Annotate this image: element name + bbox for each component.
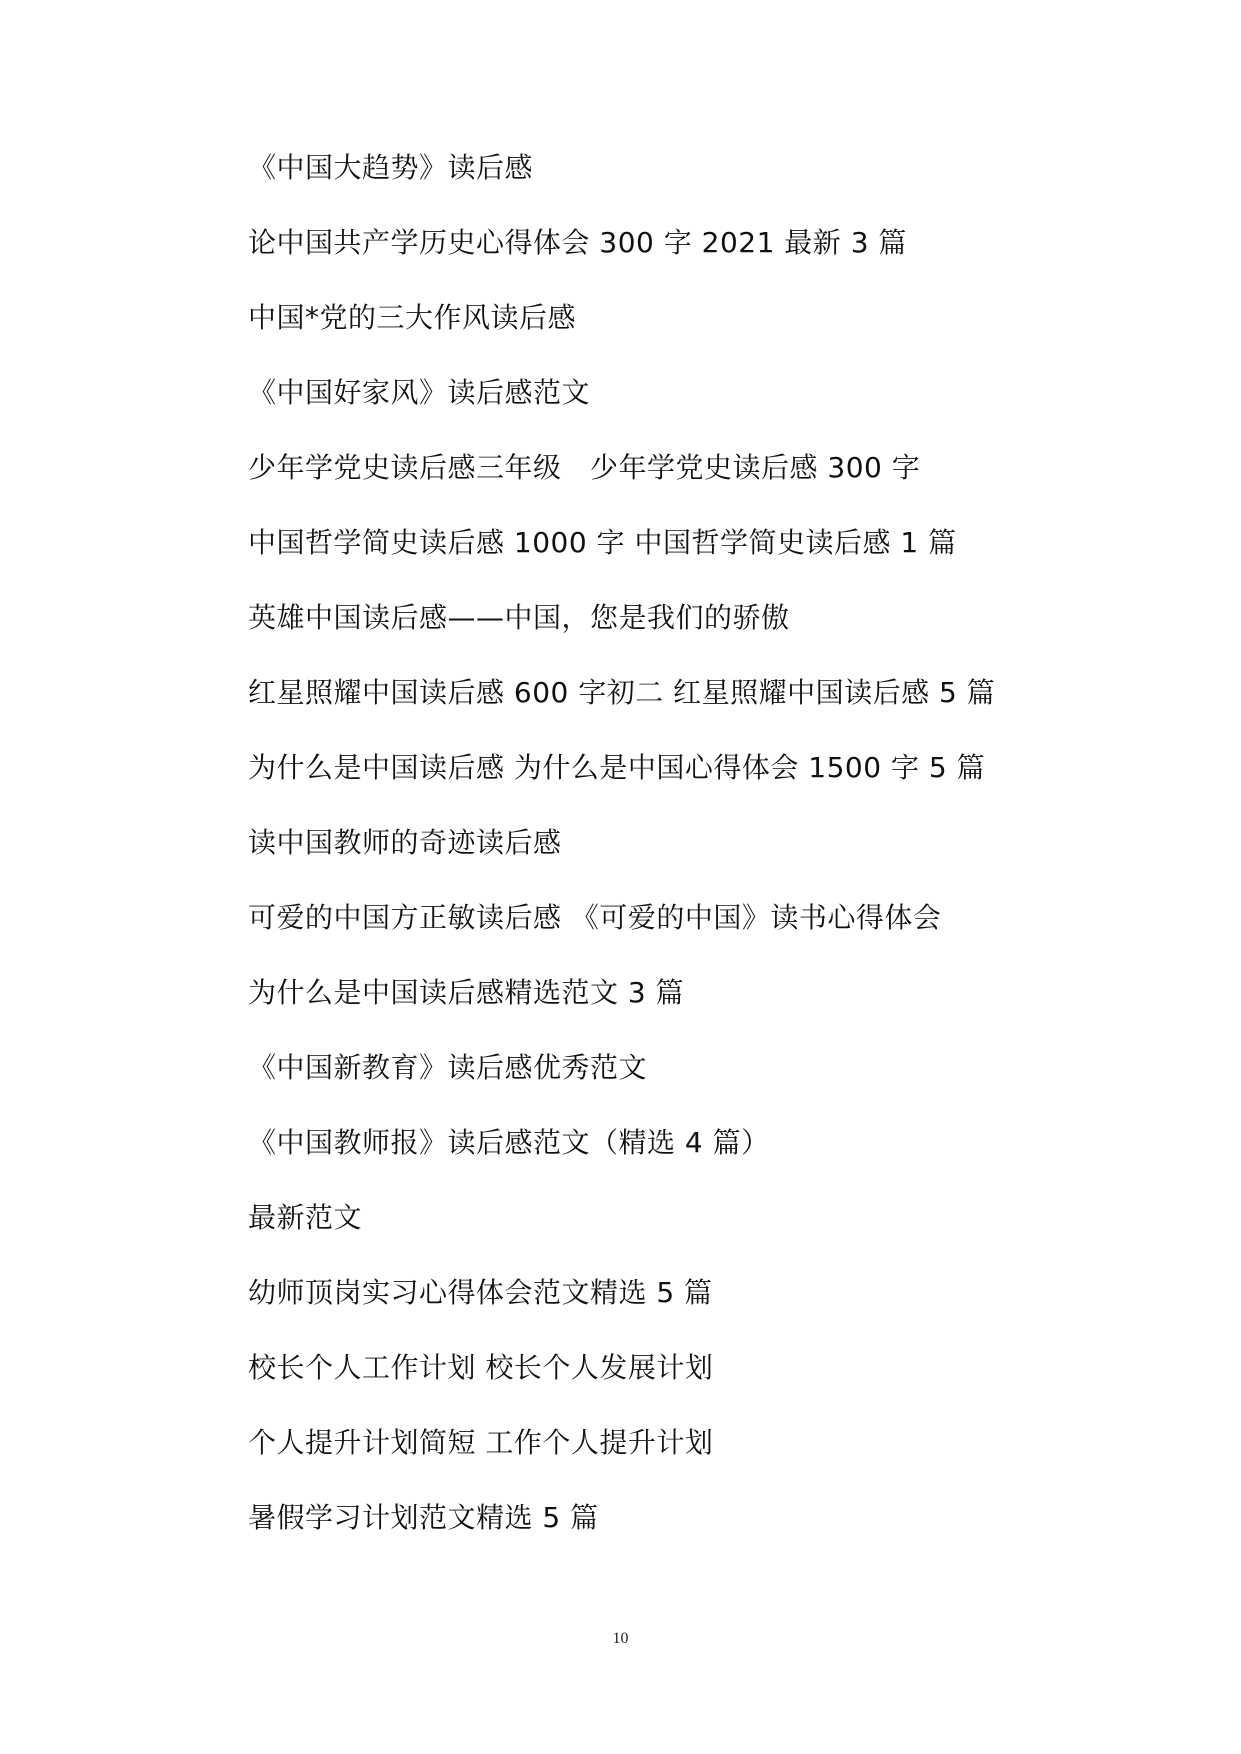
document-line: 暑假学习计划范文精选 5 篇 <box>248 1501 599 1534</box>
document-line: 幼师顶岗实习心得体会范文精选 5 篇 <box>248 1276 713 1309</box>
document-line: 《中国新教育》读后感优秀范文 <box>248 1051 648 1084</box>
document-line: 中国哲学简史读后感 1000 字 中国哲学简史读后感 1 篇 <box>248 526 957 559</box>
document-line: 英雄中国读后感——中国，您是我们的骄傲 <box>248 601 790 634</box>
document-line: 个人提升计划简短 工作个人提升计划 <box>248 1426 714 1459</box>
document-line: 《中国好家风》读后感范文 <box>248 376 591 409</box>
page-number: 10 <box>612 1630 629 1647</box>
document-line: 读中国教师的奇迹读后感 <box>248 826 562 859</box>
document-line: 为什么是中国读后感精选范文 3 篇 <box>248 976 685 1009</box>
document-line: 中国*党的三大作风读后感 <box>248 301 577 334</box>
document-line: 可爱的中国方正敏读后感 《可爱的中国》读书心得体会 <box>248 901 942 934</box>
document-line: 论中国共产学历史心得体会 300 字 2021 最新 3 篇 <box>248 226 907 259</box>
document-line: 少年学党史读后感三年级 少年学党史读后感 300 字 <box>248 451 921 484</box>
document-line: 《中国大趋势》读后感 <box>248 151 534 184</box>
document-line: 《中国教师报》读后感范文（精选 4 篇） <box>248 1126 770 1159</box>
document-line: 校长个人工作计划 校长个人发展计划 <box>248 1351 714 1384</box>
document-line: 红星照耀中国读后感 600 字初二 红星照耀中国读后感 5 篇 <box>248 676 996 709</box>
document-line: 为什么是中国读后感 为什么是中国心得体会 1500 字 5 篇 <box>248 751 986 784</box>
section-heading: 最新范文 <box>248 1201 363 1234</box>
